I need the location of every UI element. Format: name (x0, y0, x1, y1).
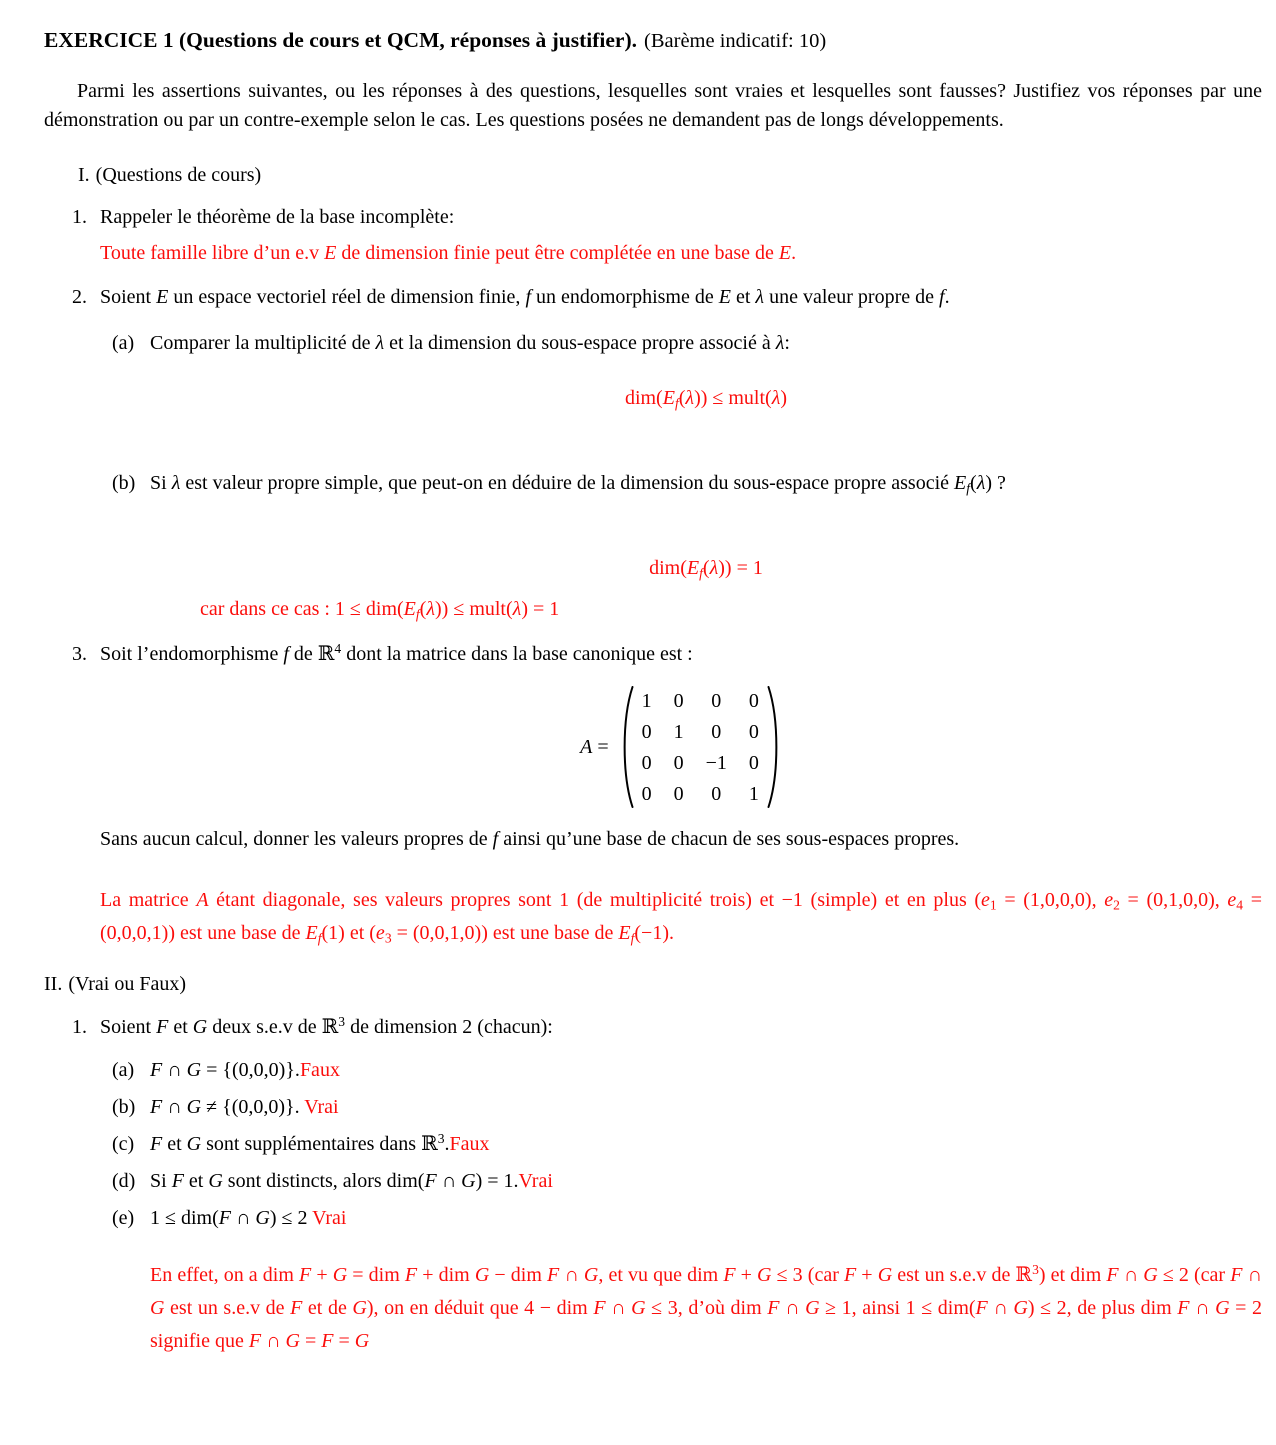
matrix-cell: 1 (748, 782, 759, 805)
question-2-number: 2. (72, 286, 87, 308)
tf-item-e-statement (150, 1204, 347, 1233)
tf-item-c-statement (150, 1130, 490, 1159)
matrix-values (635, 684, 766, 811)
matrix-left-paren-icon (619, 683, 635, 811)
question-2a-text: Comparer la multiplicité de λ et la dimension du sous-espace propre associé à λ: (150, 332, 790, 354)
tf-item-a-label: (a) (112, 1059, 135, 1081)
matrix-cell: 0 (673, 689, 684, 712)
tf-item-b (112, 1093, 1262, 1122)
exercise-title (44, 26, 1262, 56)
tf-item-c-label: (c) (112, 1133, 135, 1155)
tf-item-d-statement-text: Si F et G sont distincts, alors dim(F ∩ G) = 1. (150, 1170, 519, 1192)
matrix-cell: 0 (641, 751, 652, 774)
question-1-number: 1. (72, 206, 87, 228)
tf-item-e-verdict: Vrai (312, 1207, 347, 1229)
tf-item-d-statement (150, 1167, 553, 1196)
question-2a-label: (a) (112, 332, 135, 354)
question-3 (72, 640, 1262, 950)
section-1-label: I. (78, 164, 90, 186)
matrix-cell: 0 (673, 751, 684, 774)
question-2a-answer-formula: $dim(E_f(\lambda))$ ≤ mult(λ) (624, 387, 788, 411)
matrix-cell: 1 (641, 689, 652, 712)
matrix-cell: 0 (748, 720, 759, 743)
section-2-question-1-text: Soient F et G deux s.e.v de ℝ$^3$ de dimension 2 (chacun): (100, 1014, 553, 1038)
question-3-text: Soit l’endomorphisme f de ℝ$^4$ dont la matrice dans la base canonique est : (100, 641, 693, 665)
matrix-cell: 0 (711, 720, 722, 743)
tf-item-b-label: (b) (112, 1096, 136, 1118)
question-3-number: 3. (72, 643, 87, 665)
tf-item-c-statement-text: F et G sont supplémentaires dans ℝ$^3$. (150, 1131, 450, 1155)
question-2-body (100, 283, 1262, 624)
matrix-cell: 1 (673, 720, 684, 743)
section-2-question-1-number: 1. (72, 1016, 87, 1038)
tf-item-d (112, 1167, 1262, 1196)
tf-item-c (112, 1130, 1262, 1159)
question-1-text: Rappeler le théorème de la base incomplète: (100, 206, 455, 228)
matrix-cell: 0 (748, 689, 759, 712)
question-3-body (100, 640, 1262, 950)
intro-paragraph: Parmi les assertions suivantes, ou les réponses à des questions, lesquelles sont vraies et lesquelles sont fausses? Justifiez vos réponses par une démonstration ou par un contre-exemple selon le cas. Les questions posées ne demandent pas de longs développements. (44, 80, 1262, 131)
tf-item-d-label: (d) (112, 1170, 136, 1192)
tf-justification: En effet, on a dim F + G = dim F + dim G − dim F ∩ G, et vu que dim F + G ≤ 3 (car F + G est un s.e.v de ℝ$^3$) et dim F ∩ G ≤ 2 (car F ∩ G est un s.e.v de F et de G), on en déduit que 4 − dim F ∩ G ≤ 3, d’où dim F ∩ G ≥ 1, ainsi 1 ≤ dim(F ∩ G) ≤ 2, de plus dim F ∩ G = 2 signifie que F ∩ G = F = G (150, 1262, 1263, 1352)
question-1-answer: Toute famille libre d’un e.v E de dimension finie peut être complétée en une base de E. (100, 242, 797, 264)
section-2-question-1-body (100, 1013, 1262, 1358)
section-1-heading (78, 161, 1262, 190)
question-3-text-2: Sans aucun calcul, donner les valeurs propres de f ainsi qu’une base de chacun de ses sous-espaces propres. (100, 828, 960, 850)
question-2-text: Soient E un espace vectoriel réel de dimension finie, f un endomorphisme de E et λ une valeur propre de f. (100, 286, 950, 308)
question-2 (72, 283, 1262, 624)
section-2-title: (Vrai ou Faux) (68, 973, 186, 995)
matrix-cell: 0 (641, 782, 652, 805)
section-2-question-1 (72, 1013, 1262, 1358)
question-2a (112, 329, 1262, 413)
question-2a-body (150, 329, 1262, 413)
matrix-cell: 0 (673, 782, 684, 805)
matrix-right-paren-icon (766, 683, 782, 811)
tf-item-a (112, 1056, 1262, 1085)
question-3-answer: La matrice A étant diagonale, ses valeurs propres sont 1 (de multiplicité trois) et −1 (simple) et en plus ($e_1 = (1,0,0,0)$, $e_2 = (0,1,0,0)$, $e_4 = (0,0,0,1)$) est une base de $E_f(1)$ et $(e_3 = (0,0,1,0))$ est une base de $E_f(-1)$. (100, 889, 1263, 946)
tf-item-a-statement-text: F ∩ G = {(0,0,0)}. (150, 1059, 300, 1081)
matrix-equation (100, 683, 1262, 811)
matrix-cell: 0 (748, 751, 759, 774)
exercise-title-main: EXERCICE 1 (Questions de cours et QCM, réponses à justifier). (44, 28, 638, 52)
matrix-cell: 0 (711, 689, 722, 712)
question-2b-text: Si λ est valeur propre simple, que peut-on en déduire de la dimension du sous-espace propre associé $E_f(\lambda)$ ? (150, 472, 1006, 496)
tf-item-a-verdict: Faux (299, 1059, 340, 1081)
exercise-title-bareme: (Barème indicatif: 10) (644, 30, 827, 52)
tf-item-e (112, 1204, 1262, 1233)
matrix-cell: 0 (641, 720, 652, 743)
question-1-body (100, 203, 1262, 268)
question-2b-answer-formula: $dim(E_f(\lambda)) = 1$ (649, 557, 763, 581)
question-1 (72, 203, 1262, 268)
question-2b-answer-note: car dans ce cas : $1 \le dim(E_f(\lambda))$ ≤ mult(λ) = 1 (200, 598, 560, 622)
question-2b (112, 469, 1262, 624)
matrix-cell: 0 (711, 782, 722, 805)
tf-item-a-statement (150, 1056, 340, 1085)
question-2b-body (150, 469, 1262, 624)
matrix-lhs: A = (580, 735, 609, 758)
tf-item-c-verdict: Faux (449, 1133, 490, 1155)
section-2-heading (44, 970, 1262, 999)
tf-item-b-verdict: Vrai (304, 1096, 339, 1118)
question-2b-label: (b) (112, 472, 136, 494)
tf-item-b-statement (150, 1093, 339, 1122)
section-2-label: II. (44, 973, 63, 995)
tf-item-b-statement-text: F ∩ G ≠ {(0,0,0)}. (150, 1096, 305, 1118)
section-1-title: (Questions de cours) (95, 164, 262, 186)
tf-item-e-label: (e) (112, 1207, 135, 1229)
tf-item-e-statement-text: 1 ≤ dim(F ∩ G) ≤ 2 (150, 1207, 313, 1229)
tf-item-d-verdict: Vrai (518, 1170, 553, 1192)
matrix-cell: −1 (705, 751, 727, 774)
